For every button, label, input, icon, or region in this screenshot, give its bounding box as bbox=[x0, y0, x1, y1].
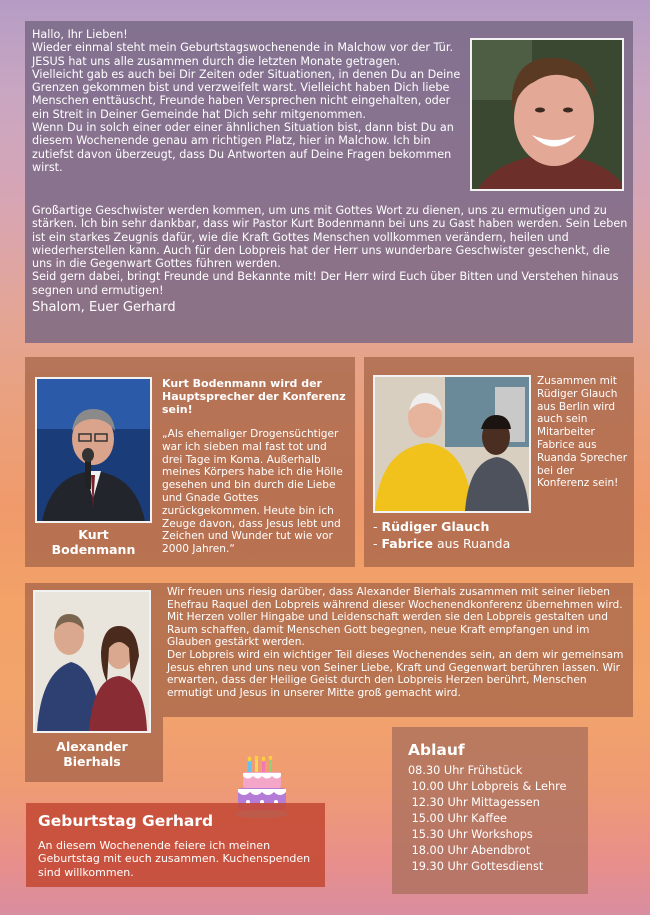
kurt-text bbox=[162, 377, 347, 556]
name-origin: aus Ruanda bbox=[433, 536, 511, 551]
alexander-photo bbox=[33, 590, 151, 733]
intro-paragraph: Vielleicht gab es auch bei Dir Zeiten oder Situationen, in denen Du an Deine Grenzen gekommen bist und verzweifelt warst. Vielleicht haben Dich liebe Menschen enttäuscht, Freunde haben Versprechen nicht eingehalten, oder ein Streit in Deiner Gemeinde hat Dich sehr mitgenommen. bbox=[32, 67, 461, 121]
portrait-image bbox=[35, 592, 149, 731]
caption-line: Alexander bbox=[56, 739, 128, 754]
portrait-image bbox=[37, 379, 150, 521]
birthday-title: Geburtstag Gerhard bbox=[38, 812, 214, 830]
schedule-item: 12.30 Uhr Mittagessen bbox=[408, 796, 540, 809]
name-prefix: - bbox=[373, 519, 382, 534]
kurt-box bbox=[25, 357, 355, 567]
schedule-title: Ablauf bbox=[408, 741, 465, 759]
name-line bbox=[373, 535, 628, 552]
alexander-paragraph: Der Lobpreis wird ein wichtiger Teil dieses Wochenendes sein, an dem wir gemeinsam Jesus ehren und uns neu von Seiner Liebe, Kraft und Gegenwart berühren lassen. Wir erwarten, dass der Heilige Geist durch den Lobpreis Herzen berührt, Menschen ermutigt und Jesus in unserer Mitte groß gemacht wird. bbox=[167, 648, 624, 699]
intro-paragraph: Wieder einmal steht mein Geburtstagswochenende in Malchow vor der Tür. JESUS hat uns alle zusammen durch die letzten Monate getragen. bbox=[32, 41, 454, 68]
schedule-list bbox=[408, 763, 582, 875]
schedule-item: 10.00 Uhr Lobpreis & Lehre bbox=[408, 780, 567, 793]
intro-text-wide bbox=[32, 204, 630, 316]
birthday-text: An diesem Wochenende feiere ich meinen Geburtstag mit euch zusammen. Kuchenspenden sind willkommen. bbox=[38, 839, 311, 879]
name-ruediger: Rüdiger Glauch bbox=[381, 519, 490, 534]
intro-text-top bbox=[32, 28, 469, 174]
name-prefix: - bbox=[373, 536, 382, 551]
ruediger-photo bbox=[373, 375, 531, 513]
greeting: Hallo, Ihr Lieben! bbox=[32, 28, 128, 41]
ruediger-box bbox=[364, 357, 634, 567]
schedule-item: 19.30 Uhr Gottesdienst bbox=[408, 860, 544, 873]
intro-paragraph: Seid gern dabei, bringt Freunde und Bekannte mit! Der Herr wird Euch über Bitten und Verstehen hinaus segnen und ermutigen! bbox=[32, 270, 619, 297]
intro-paragraph: Wenn Du in solch einer oder einer ähnlichen Situation bist, dann bist Du an diesem Wochenende genau am richtigen Platz, hier in Malchow. Ich bin zutiefst davon überzeugt, dass Du Antworten auf Deine Fragen bekommen wirst. bbox=[32, 121, 454, 174]
birthday-box bbox=[26, 803, 325, 887]
intro-paragraph: Großartige Geschwister werden kommen, um uns mit Gottes Wort zu dienen, uns zu ermutigen und zu stärken. Ich bin sehr dankbar, dass wir Pastor Kurt Bodenmann bei uns zu Gast haben werden. Sein Leben ist ein starkes Zeugnis dafür, wie die Kraft Gottes Menschen vollkommen verändern, heilen und wiederherstellen kann. Auch für den Lobpreis hat der Herr uns wunderbare Geschwister geschenkt, die uns in die Gegenwart Gottes führen werden. bbox=[32, 204, 628, 271]
kurt-heading: Kurt Bodenmann wird der Hauptsprecher der Konferenz sein! bbox=[162, 377, 346, 416]
signoff: Shalom, Euer Gerhard bbox=[32, 300, 176, 316]
kurt-caption bbox=[35, 527, 152, 557]
name-line bbox=[373, 518, 628, 535]
ruediger-names bbox=[373, 518, 628, 552]
alexander-paragraph: Wir freuen uns riesig darüber, dass Alexander Bierhals zusammen mit seiner lieben Ehefrau Raquel den Lobpreis während dieser Wochenendkonferenz übernehmen wird. Mit Herzen voller Hingabe und Leidenschaft werden sie den Lobpreis gestalten und Raum schaffen, damit Menschen Gott begegnen, neue Kraft empfangen und im Glauben gestärkt werden. bbox=[167, 586, 623, 649]
caption-line: Kurt bbox=[78, 527, 109, 542]
name-fabrice: Fabrice bbox=[381, 536, 434, 551]
alexander-text-box bbox=[163, 583, 633, 717]
alexander-caption bbox=[33, 739, 151, 769]
kurt-photo bbox=[35, 377, 152, 523]
schedule-box bbox=[392, 727, 588, 894]
schedule-item: 08.30 Uhr Frühstück bbox=[408, 764, 523, 777]
caption-line: Bierhals bbox=[63, 754, 121, 769]
ruediger-text: Zusammen mit Rüdiger Glauch aus Berlin wird auch sein Mitarbeiter Fabrice aus Ruanda Sprecher bei der Konferenz sein! bbox=[537, 375, 628, 490]
kurt-quote: „Als ehemaliger Drogensüchtiger war ich sieben mal fast tot und drei Tage im Koma. Außerhalb meines Körpers habe ich die Hölle gesehen und bin durch die Liebe und Gnade Gottes zurückgekommen. Heute bin ich Zeuge davon, dass Jesus lebt und Zeichen und Wunder tut wie vor 2000 Jahren.“ bbox=[162, 428, 343, 556]
alexander-photo-box bbox=[25, 583, 163, 782]
schedule-item: 18.00 Uhr Abendbrot bbox=[408, 844, 531, 857]
portrait-image bbox=[472, 40, 622, 189]
portrait-image bbox=[375, 377, 529, 511]
intro-box bbox=[25, 21, 633, 343]
schedule-item: 15.30 Uhr Workshops bbox=[408, 828, 533, 841]
schedule-item: 15.00 Uhr Kaffee bbox=[408, 812, 508, 825]
caption-line: Bodenmann bbox=[51, 542, 136, 557]
gerhard-photo bbox=[470, 38, 624, 191]
